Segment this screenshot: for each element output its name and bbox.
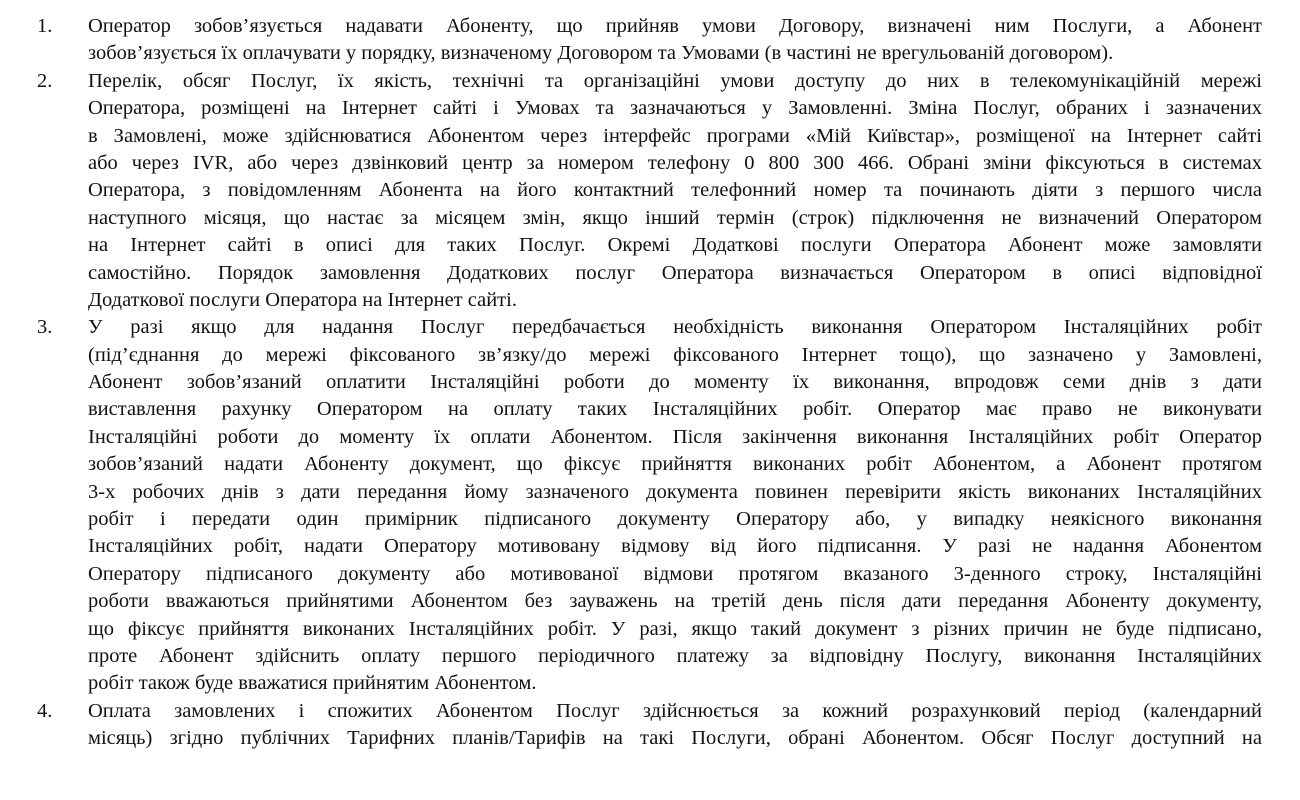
text-line: проте Абонент здійснить оплату першого періодичного платежу за відповідну Послугу, виконання Інсталяційних bbox=[88, 644, 1262, 667]
numbered-clause bbox=[0, 314, 1300, 697]
clause-number: 4. bbox=[37, 699, 53, 722]
clause-number: 2. bbox=[37, 69, 53, 92]
clause-text bbox=[88, 68, 1262, 315]
text-line: роботи вважаються прийнятими Абонентом без зауважень на третій день після дати передання Абоненту документу, bbox=[88, 590, 1262, 613]
clause-number: 3. bbox=[37, 316, 53, 339]
text-line: або через IVR, або через дзвінковий центр за номером телефону 0 800 300 466. Обрані зміни фіксуються в системах bbox=[88, 151, 1262, 174]
clause-number: 1. bbox=[37, 15, 53, 37]
text-line: в Замовлені, може здійснюватися Абонентом через інтерфейс програми «Мій Київстар», розміщеної на Інтернет сайті bbox=[88, 124, 1262, 147]
numbered-clause bbox=[0, 698, 1300, 753]
text-line: Оператора, розміщені на Інтернет сайті і Умовах та зазначаються у Замовленні. Зміна Послуг, обраних і зазначених bbox=[88, 97, 1262, 120]
text-line: на Інтернет сайті в описі для таких Послуг. Окремі Додаткові послуги Оператора Абонент може замовляти bbox=[88, 234, 1262, 257]
clause-text bbox=[88, 13, 1262, 68]
text-line: самостійно. Порядок замовлення Додаткових послуг Оператора визначається Оператором в описі відповідної bbox=[88, 261, 1262, 284]
text-line: (під’єднання до мережі фіксованого зв’язку/до мережі фіксованого Інтернет тощо), що зазначено у Замовлені, bbox=[88, 343, 1262, 366]
text-line: У разі якщо для надання Послуг передбачається необхідність виконання Оператором Інсталяційних робіт bbox=[88, 316, 1262, 339]
numbered-clause bbox=[0, 13, 1300, 68]
text-line: Абонент зобов’язаний оплатити Інсталяційні роботи до моменту їх виконання, впродовж семи днів з дати bbox=[88, 371, 1262, 394]
text-line: робіт також буде вважатися прийнятим Абонентом. bbox=[88, 672, 537, 695]
contract-document bbox=[0, 13, 1300, 753]
text-line: Оплата замовлених і спожитих Абонентом Послуг здійснюється за кожний розрахунковий період (календарний bbox=[88, 699, 1262, 722]
text-line: Інсталяційних робіт, надати Оператору мотивовану відмову від його підписання. У разі не надання Абонентом bbox=[88, 535, 1262, 558]
text-line: Додаткової послуги Оператора на Інтернет сайті. bbox=[88, 288, 517, 311]
clause-text bbox=[88, 314, 1262, 697]
clause-text bbox=[88, 698, 1262, 753]
numbered-clause bbox=[0, 68, 1300, 315]
text-line: Оператор зобов’язується надавати Абоненту, що прийняв умови Договору, визначені ним Послуги, а Абонент bbox=[88, 15, 1262, 37]
text-line: Перелік, обсяг Послуг, їх якість, технічні та організаційні умови доступу до них в телекомунікаційній мережі bbox=[88, 69, 1262, 92]
text-line: робіт і передати один примірник підписаного документу Оператору або, у випадку неякісного виконання bbox=[88, 508, 1262, 531]
text-line: наступного місяця, що настає за місяцем змін, якщо інший термін (строк) підключення не визначений Оператором bbox=[88, 206, 1262, 229]
text-line: виставлення рахунку Оператором на оплату таких Інсталяційних робіт. Оператор має право не виконувати bbox=[88, 398, 1262, 421]
text-line: місяць) згідно публічних Тарифних планів/Тарифів на такі Послуги, обрані Абонентом. Обсяг Послуг доступний на bbox=[88, 727, 1262, 750]
text-line: Оператора, з повідомленням Абонента на його контактний телефонний номер та починають діяти з першого числа bbox=[88, 179, 1262, 202]
text-line: зобов’язується їх оплачувати у порядку, визначеному Договором та Умовами (в частині не врегульованій договором). bbox=[88, 42, 1114, 65]
text-line: 3-х робочих днів з дати передання йому зазначеного документа повинен перевірити якість виконаних Інсталяційних bbox=[88, 480, 1262, 503]
text-line: що фіксує прийняття виконаних Інсталяційних робіт. У разі, якщо такий документ з різних причин не буде підписано, bbox=[88, 617, 1262, 640]
text-line: Оператору підписаного документу або мотивованої відмови протягом вказаного 3-денного строку, Інсталяційні bbox=[88, 562, 1262, 585]
text-line: Інсталяційні роботи до моменту їх оплати Абонентом. Після закінчення виконання Інсталяційних робіт Оператор bbox=[88, 425, 1262, 448]
text-line: зобов’язаний надати Абоненту документ, що фіксує прийняття виконаних робіт Абонентом, а Абонент протягом bbox=[88, 453, 1262, 476]
